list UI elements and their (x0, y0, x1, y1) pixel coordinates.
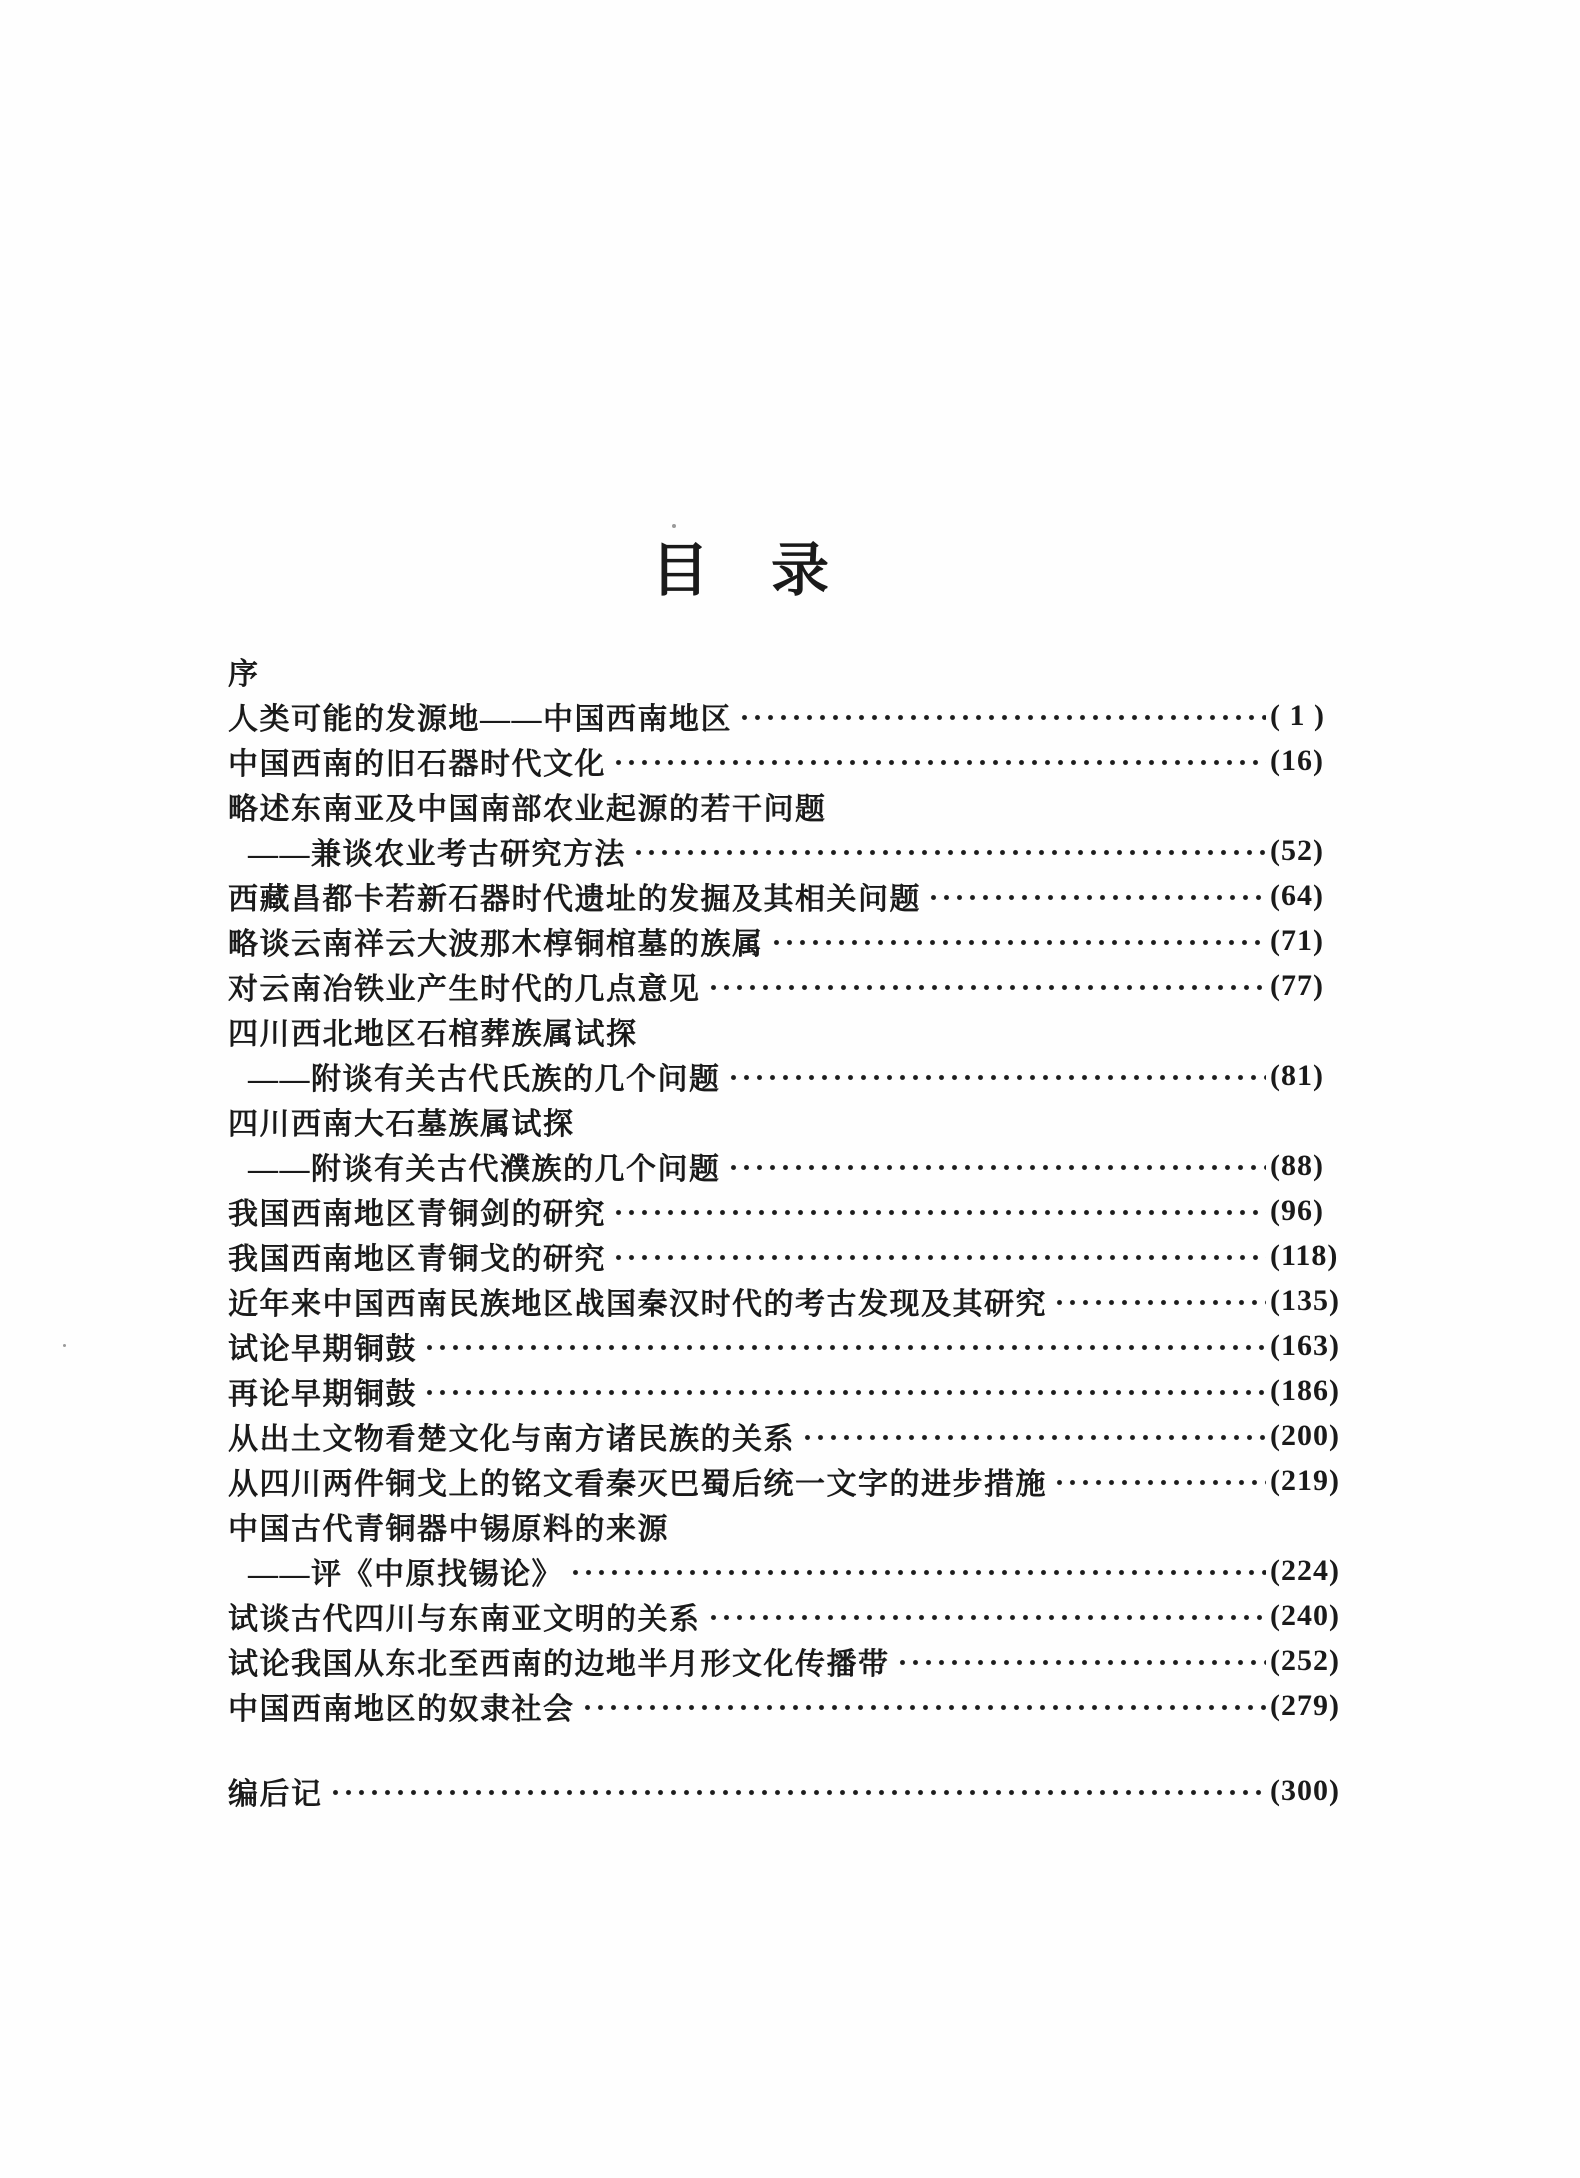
entry-page-number: (200) (1270, 1418, 1340, 1452)
entry-title: 试谈古代四川与东南亚文明的关系 (228, 1602, 701, 1636)
entry-page-number: (64) (1270, 878, 1324, 912)
page-title: 目 录 (650, 537, 831, 603)
toc-entry (228, 783, 1392, 828)
dot-leader (612, 1188, 1266, 1233)
dot-leader (707, 963, 1267, 1008)
dot-leader (770, 918, 1267, 963)
toc-entry (228, 1053, 1392, 1098)
dot-leader (423, 1323, 1266, 1368)
entry-title: 从出土文物看楚文化与南方诸民族的关系 (228, 1422, 795, 1456)
entry-title: 人类可能的发源地——中国西南地区 (228, 702, 732, 736)
toc-entry (228, 1323, 1392, 1368)
dot-leader (569, 1548, 1266, 1593)
toc-entry (228, 1683, 1392, 1728)
entry-page-number: (163) (1270, 1328, 1340, 1362)
entry-page-number: (279) (1270, 1688, 1340, 1722)
toc-entry (228, 1593, 1392, 1638)
entry-page-number: ( 1 ) (1270, 698, 1325, 732)
entry-title: ——兼谈农业考古研究方法 (248, 837, 626, 871)
entry-title: 序 (228, 657, 260, 691)
entry-page-number: (77) (1270, 968, 1324, 1002)
entry-page-number: (118) (1270, 1238, 1339, 1272)
toc-list (228, 648, 1392, 1813)
toc-entry (228, 1098, 1392, 1143)
entry-page-number: (252) (1270, 1643, 1340, 1677)
dot-leader (423, 1368, 1266, 1413)
entry-page-number: (300) (1270, 1773, 1340, 1807)
toc-entry (228, 918, 1392, 963)
entry-page-number: (135) (1270, 1283, 1340, 1317)
entry-page-number: (16) (1270, 743, 1324, 777)
entry-title: 从四川两件铜戈上的铭文看秦灭巴蜀后统一文字的进步措施 (228, 1467, 1047, 1501)
entry-title: ——附谈有关古代濮族的几个问题 (248, 1152, 721, 1186)
entry-title: 近年来中国西南民族地区战国秦汉时代的考古发现及其研究 (228, 1287, 1047, 1321)
dot-leader (612, 738, 1266, 783)
dot-leader (1053, 1458, 1266, 1503)
dot-leader (1053, 1278, 1266, 1323)
dot-leader (727, 1053, 1267, 1098)
dot-leader (632, 828, 1266, 873)
toc-entry (228, 1768, 1392, 1813)
entry-title: ——评《中原找锡论》 (248, 1557, 563, 1591)
toc-entry (228, 1143, 1392, 1188)
entry-page-number: (240) (1270, 1598, 1340, 1632)
entry-title: 四川西北地区石棺葬族属试探 (228, 1017, 638, 1051)
entry-title: 试论早期铜鼓 (228, 1332, 417, 1366)
toc-entry (228, 1503, 1392, 1548)
entry-title: 试论我国从东北至西南的边地半月形文化传播带 (228, 1647, 890, 1681)
entry-title: 我国西南地区青铜戈的研究 (228, 1242, 606, 1276)
toc-entry (228, 1188, 1392, 1233)
entry-title: ——附谈有关古代氏族的几个问题 (248, 1062, 721, 1096)
entry-title: 对云南冶铁业产生时代的几点意见 (228, 972, 701, 1006)
toc-entry (228, 648, 1392, 693)
dot-leader (896, 1638, 1267, 1683)
entry-title: 我国西南地区青铜剑的研究 (228, 1197, 606, 1231)
toc-entry (228, 1278, 1392, 1323)
dot-leader (727, 1143, 1267, 1188)
dot-leader (329, 1768, 1267, 1813)
entry-title: 中国古代青铜器中锡原料的来源 (228, 1512, 669, 1546)
entry-page-number: (186) (1270, 1373, 1340, 1407)
toc-entry (228, 1458, 1392, 1503)
entry-page-number: (88) (1270, 1148, 1324, 1182)
dot-leader (927, 873, 1266, 918)
entry-page-number: (224) (1270, 1553, 1340, 1587)
toc-entry (228, 828, 1392, 873)
entry-title: 中国西南的旧石器时代文化 (228, 747, 606, 781)
toc-entry (228, 738, 1392, 783)
entry-page-number: (219) (1270, 1463, 1340, 1497)
dot-leader (707, 1593, 1267, 1638)
dot-leader (738, 693, 1266, 738)
toc-entry (228, 873, 1392, 918)
entry-title: 略谈云南祥云大波那木椁铜棺墓的族属 (228, 927, 764, 961)
toc-entry (228, 693, 1392, 738)
entry-page-number: (52) (1270, 833, 1324, 867)
dot-leader (612, 1233, 1266, 1278)
entry-title: 再论早期铜鼓 (228, 1377, 417, 1411)
entry-title: 略述东南亚及中国南部农业起源的若干问题 (228, 792, 827, 826)
toc-entry (228, 1638, 1392, 1683)
entry-page-number: (71) (1270, 923, 1324, 957)
dot-leader (801, 1413, 1266, 1458)
toc-entry (228, 1413, 1392, 1458)
toc-entry (228, 1233, 1392, 1278)
entry-title: 中国西南地区的奴隶社会 (228, 1692, 575, 1726)
toc-entry (228, 963, 1392, 1008)
toc-entry (228, 1008, 1392, 1053)
entry-page-number: (96) (1270, 1193, 1324, 1227)
dot-leader (581, 1683, 1267, 1728)
toc-entry (228, 1368, 1392, 1413)
entry-title: 西藏昌都卡若新石器时代遗址的发掘及其相关问题 (228, 882, 921, 916)
entry-title: 四川西南大石墓族属试探 (228, 1107, 575, 1141)
entry-page-number: (81) (1270, 1058, 1324, 1092)
entry-title: 编后记 (228, 1777, 323, 1811)
toc-entry (228, 1548, 1392, 1593)
